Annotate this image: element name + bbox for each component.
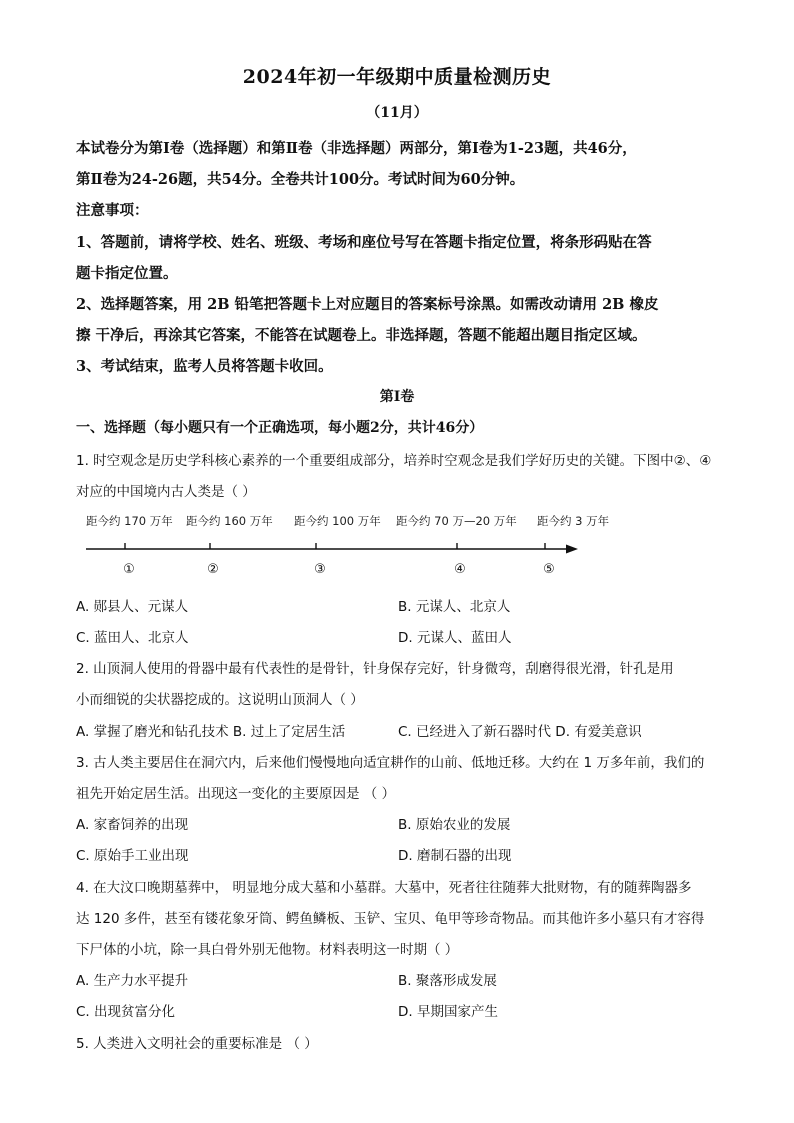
instructions-line-1: 本试卷分为第Ⅰ卷（选择题）和第Ⅱ卷（非选择题）两部分，第Ⅰ卷为1-23题，共46分， [76,140,637,157]
note-3: 3、考试结束，监考人员将答题卡收回。 [76,358,333,375]
q4-option-d: D. 早期国家产生 [398,1004,498,1020]
q4-option-a: A. 生产力水平提升 [76,973,189,989]
note-1a: 1、答题前，请将学校、姓名、班级、考场和座位号写在答题卡指定位置，将条形码贴在答 [76,234,652,251]
timeline-label-4: 距今约 70 万—20 万年 [396,514,517,528]
q4-line-1: 4. 在大汶口晚期墓葬中， 明显地分成大墓和小墓群。大墓中，死者往往随葬大批财物，有的随葬陶器多 [76,880,692,896]
q5-line-1: 5. 人类进入文明社会的重要标准是 （ ） [76,1036,318,1052]
timeline-marker-5: ⑤ [543,562,555,577]
q1-option-d: D. 元谋人、蓝田人 [398,630,512,646]
exam-subtitle: （11月） [366,105,428,121]
q1-line-1: 1. 时空观念是历史学科核心素养的一个重要组成部分，培养时空观念是我们学好历史的关键。下图中②、④ [76,453,712,469]
q2-line-2: 小而细锐的尖状器挖成的。这说明山顶洞人（ ） [76,692,364,708]
q3-option-b: B. 原始农业的发展 [398,817,511,833]
section-title: 一、选择题（每小题只有一个正确选项，每小题2分，共计46分） [76,420,484,436]
q1-option-c: C. 蓝田人、北京人 [76,630,189,646]
q3-option-d: D. 磨制石器的出现 [398,848,512,864]
timeline-marker-1: ① [123,562,135,577]
timeline-label-2: 距今约 160 万年 [186,514,273,528]
note-1b: 题卡指定位置。 [76,265,178,282]
q2-line-1: 2. 山顶洞人使用的骨器中最有代表性的是骨针，针身保存完好，针身微弯，刮磨得很光滑，针孔是用 [76,661,674,677]
q1-line-2: 对应的中国境内古人类是（ ） [76,484,256,500]
q3-line-1: 3. 古人类主要居住在洞穴内，后来他们慢慢地向适宜耕作的山前、低地迁移。大约在 1 万多年前，我们的 [76,755,705,771]
part1-heading: 第Ⅰ卷 [379,389,415,405]
notes-heading: 注意事项： [76,202,149,219]
note-2b: 擦 干净后，再涂其它答案，不能答在试题卷上。非选择题，答题不能超出题目指定区域。 [76,327,647,344]
q2-options-ab: A. 掌握了磨光和钻孔技术 B. 过上了定居生活 [76,724,346,740]
q4-option-b: B. 聚落形成发展 [398,973,497,989]
instructions-line-2: 第Ⅱ卷为24-26题，共54分。全卷共计100分。考试时间为60分钟。 [76,171,525,188]
q3-option-a: A. 家畜饲养的出现 [76,817,189,833]
timeline-label-3: 距今约 100 万年 [294,514,381,528]
q3-option-c: C. 原始手工业出现 [76,848,189,864]
exam-title: 2024年初一年级期中质量检测历史 [242,66,552,88]
q4-line-3: 下尸体的小坑，除一具白骨外别无他物。材料表明这一时期（ ） [76,942,459,958]
timeline-marker-3: ③ [314,562,326,577]
q4-option-c: C. 出现贫富分化 [76,1004,176,1020]
q4-line-2: 达 120 多件，甚至有镂花象牙筒、鳄鱼鳞板、玉铲、宝贝、龟甲等珍奇物品。而其他许多小墓只有才容得 [76,911,705,927]
q3-line-2: 祖先开始定居生活。出现这一变化的主要原因是 （ ） [76,786,396,802]
note-2a: 2、选择题答案，用 2B 铅笔把答题卡上对应题目的答案标号涂黑。如需改动请用 2B 橡皮 [76,296,659,313]
q2-options-cd: C. 已经进入了新石器时代 D. 有爱美意识 [398,724,642,740]
timeline-marker-4: ④ [454,562,466,577]
timeline-label-5: 距今约 3 万年 [537,514,610,528]
q1-option-a: A. 郧县人、元谋人 [76,599,189,615]
timeline-label-1: 距今约 170 万年 [86,514,173,528]
timeline-marker-2: ② [207,562,219,577]
q1-option-b: B. 元谋人、北京人 [398,599,511,615]
